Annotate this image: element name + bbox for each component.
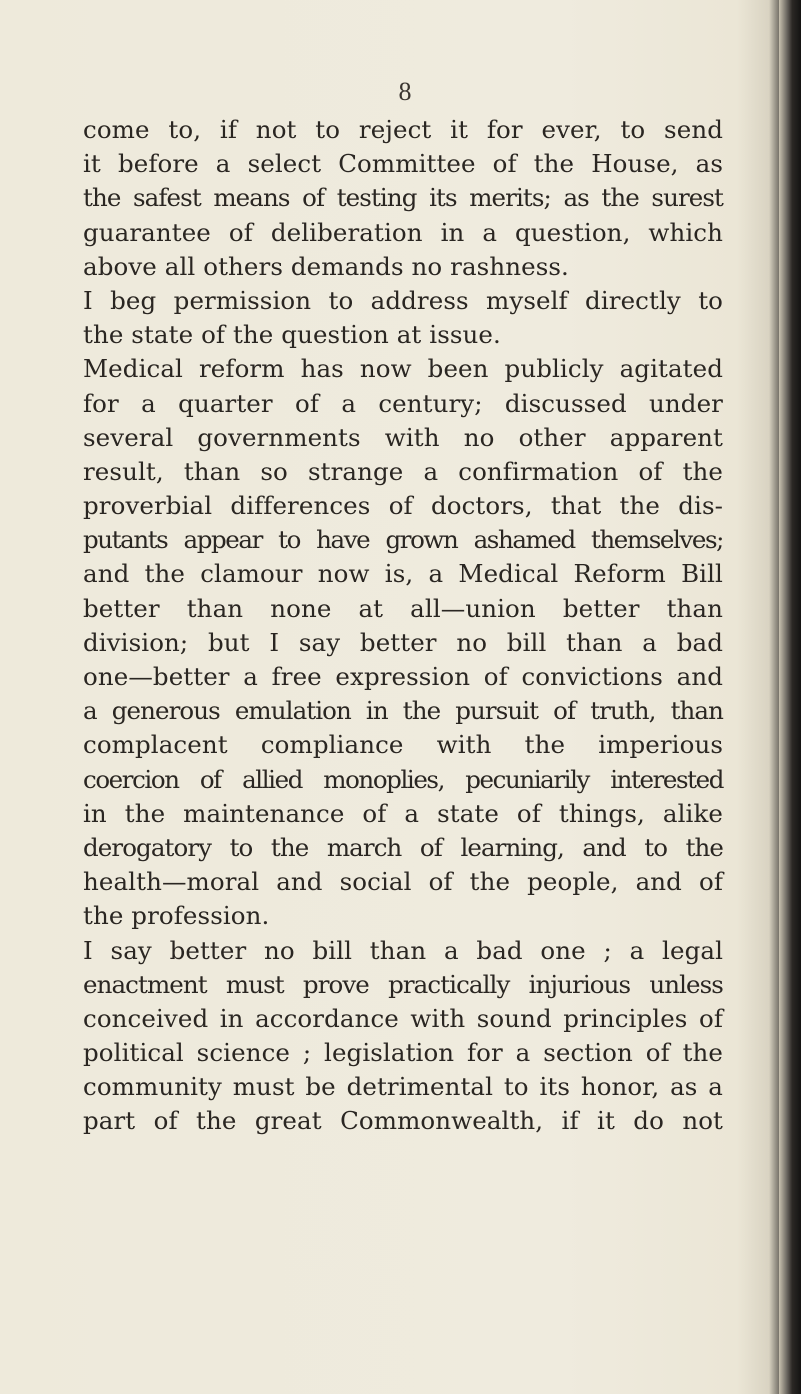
text-line: conceived in accordance with sound principles of: [83, 1003, 723, 1033]
text-line: division; but I say better no bill than a bad: [83, 627, 723, 657]
text-line: I say better no bill than a bad one ; a legal: [83, 935, 723, 965]
page-number: 8: [398, 77, 412, 106]
text-line: proverbial differences of doctors, that the dis-: [83, 491, 723, 521]
page-edge-shadow: [779, 0, 801, 1394]
text-line: the safest means of testing its merits; as the surest: [83, 183, 723, 213]
text-line: health—moral and social of the people, and of: [83, 867, 723, 897]
text-line: it before a select Committee of the House, as: [83, 149, 723, 179]
text-line: a generous emulation in the pursuit of truth, than: [83, 696, 723, 726]
text-line: result, than so strange a confirmation of the: [83, 456, 723, 486]
text-line: come to, if not to reject it for ever, to send: [83, 115, 723, 144]
text-line: putants appear to have grown ashamed themselves;: [83, 525, 723, 555]
text-line: community must be detrimental to its honor, as a: [83, 1072, 723, 1102]
text-line: the profession.: [83, 901, 270, 931]
text-line: guarantee of deliberation in a question, which: [83, 217, 723, 247]
text-line: for a quarter of a century; discussed under: [83, 388, 723, 418]
text-line: one—better a free expression of convictions and: [83, 662, 723, 691]
text-line: the state of the question at issue.: [83, 320, 501, 350]
text-line: above all others demands no rashness.: [83, 251, 569, 281]
text-line: Medical reform has now been publicly agitated: [83, 354, 723, 384]
text-line: I beg permission to address myself directly to: [83, 285, 723, 315]
text-line: political science ; legislation for a section of the: [83, 1038, 723, 1068]
text-line: coercion of allied monoplies, pecuniarily interested: [83, 764, 723, 794]
text-line: complacent compliance with the imperious: [83, 730, 723, 760]
text-line: in the maintenance of a state of things, alike: [83, 798, 723, 828]
text-line: derogatory to the march of learning, and to the: [83, 832, 723, 862]
text-line: better than none at all—union better than: [83, 593, 723, 623]
body-text: [83, 113, 723, 1139]
text-line: and the clamour now is, a Medical Reform Bill: [83, 559, 723, 589]
text-line: several governments with no other apparent: [83, 422, 723, 452]
text-line: part of the great Commonwealth, if it do not: [83, 1106, 723, 1136]
text-line: enactment must prove practically injurious unless: [83, 969, 723, 999]
